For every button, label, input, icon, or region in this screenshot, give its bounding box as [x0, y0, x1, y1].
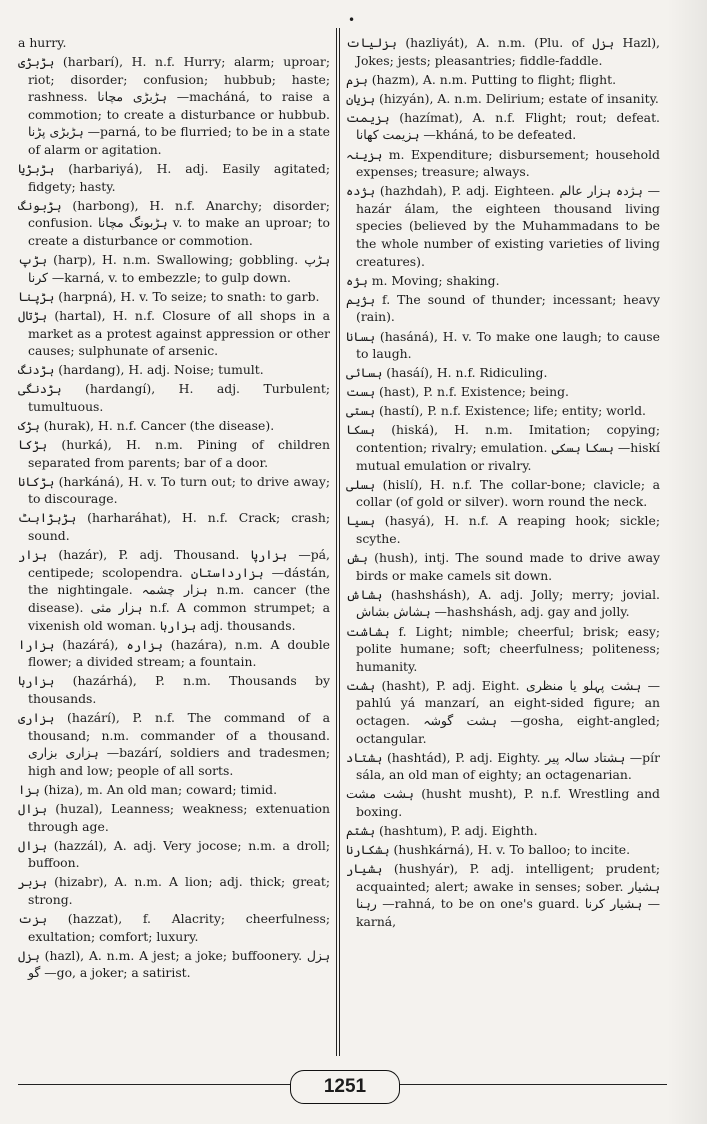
entry: ہش (hush), intj. The sound made to drive away birds or make camels sit down.: [346, 550, 660, 583]
entry: ہزت (hazzat), f. Alacrity; cheerfulness; exultation; comfort; luxury.: [18, 911, 330, 944]
entry: ہڑہڑاہٹ (harharáhat), H. n.f. Crack; crash; sound.: [18, 510, 330, 544]
entry: ہژدہ (hazhdah), P. adj. Eighteen. ہژدہ ہزار عالم —hazár álam, the eighteen thousand living species (believed by the Muhammadans to be the whole number of existing varieties of living creatures).: [346, 183, 660, 269]
entry: ہڑپنا (harpná), H. v. To seize; to snath: to garb.: [18, 288, 320, 304]
entry: ہزا (hiza), m. An old man; coward; timid.: [18, 781, 278, 797]
entry: ہزل (hazl), A. n.m. A jest; a joke; buffoonery. ہزل گو —go, a joker; a satirist.: [18, 947, 330, 981]
entry: ہڑکا (hurká), H. n.m. Pining of children separated from parents; bar of a door.: [18, 437, 330, 470]
entry: ہزیان (hizyán), A. n.m. Delirium; estate of insanity.: [346, 90, 659, 106]
entry: ہسکا (hiská), H. n.m. Imitation; copying; contention; rivalry; emulation. ہسکا ہسکی —hiskí mutual emulation or rivalry.: [346, 422, 660, 473]
entry: ہژیم f. The sound of thunder; incessant; heavy (rain).: [346, 291, 660, 325]
entry: ہزار (hazár), P. adj. Thousand. ہزارپا —pá, centipede; scolopendra. ہزارداستان —dástán, the nightingale. ہزار چشمہ n.m. cancer (the disease). ہزار مثی n.f. A common strumpet; a vixenish old woman. ہزارہا adj. thousands.: [18, 547, 330, 633]
page-number: 1251: [290, 1070, 400, 1104]
entry: ہزال (hazzál), A. adj. Very jocose; n.m. a droll; buffoon.: [18, 837, 330, 871]
entry: a hurry.: [18, 35, 67, 50]
entry: ہسیا (hasyá), H. n.f. A reaping hook; sickle; scythe.: [346, 513, 660, 547]
entry: ہسائی (hasáí), H. n.f. Ridiculing.: [346, 365, 548, 381]
entry: ہڑپ (harp), H. n.m. Swallowing; gobbling. ہڑپ کرنا —karná, v. to embezzle; to gulp down.: [18, 252, 330, 285]
entry: ہشیار (hushyár), P. adj. intelligent; prudent; acquainted; alert; awake in senses; sober. ہشیار رہنا —rahná, to be on one's guard. ہشیار کرنا —karná,: [346, 861, 660, 929]
right-column: [346, 34, 660, 1064]
entry: ہشت مشت (husht musht), P. n.f. Wrestling and boxing.: [346, 786, 660, 819]
left-column: [18, 34, 330, 1064]
entry: ہزیمت (hazímat), A. n.f. Flight; rout; defeat. ہزیمت کھانا —kháná, to be defeated.: [346, 109, 660, 143]
entry: ہزال (huzal), Leanness; weakness; extenuation through age.: [18, 800, 330, 834]
entry: ہشت (hasht), P. adj. Eight. ہشت پہلو یا منظری —pahlú yá manzarí, an eight-sided figure; an octagen. ہشت گوشہ —gosha, eight-angled; octangular.: [346, 677, 660, 746]
entry: ہژہ m. Moving; shaking.: [346, 272, 500, 288]
entry: ہزارا (hazárá), ہزارہ (hazára), n.m. A double flower; a divided stream; a fountain.: [18, 636, 330, 670]
entry: ہڑبونگ (harbong), H. n.f. Anarchy; disorder; confusion. ہڑبونگ مچانا v. to make an uproar; to create a disturbance or commotion.: [18, 197, 330, 249]
entry: ہڑتال (hartal), H. n.f. Closure of all shops in a market as a protest against appression or other causes; sulphunate of arsenic.: [18, 307, 330, 359]
entry: ہڑبڑی (harbarí), H. n.f. Hurry; alarm; uproar; riot; disorder; confusion; hubbub; haste; rashness. ہڑبڑی مچانا —macháná, to raise a commotion; to create a disturbance or hubbub. ہڑبڑی پڑنا —parná, to be flurried; to be in a state of alarm or agitation.: [18, 54, 330, 158]
entry: ہڑدنگی (hardangí), H. adj. Turbulent; tumultuous.: [18, 381, 330, 414]
entry: ہستی (hastí), P. n.f. Existence; life; entity; world.: [346, 403, 646, 419]
page-marker: •: [348, 13, 356, 27]
entry: ہسلی (hislí), H. n.f. The collar-bone; clavicle; a collar (of gold or silver). worn round the neck.: [346, 476, 660, 510]
entry: ہزلیات (hazliyát), A. n.m. (Plu. of ہزل Hazl), Jokes; jests; pleasantries; fiddle-faddle.: [346, 35, 660, 68]
entry: ہزم (hazm), A. n.m. Putting to flight; flight.: [346, 71, 617, 87]
entry: ہڑک (hurak), H. n.f. Cancer (the disease).: [18, 417, 275, 433]
column-divider: [336, 28, 337, 1056]
entry: ہزبر (hizabr), A. n.m. A lion; adj. thick; great; strong.: [18, 874, 330, 907]
entry: ہسانا (hasáná), H. v. To make one laugh; to cause to laugh.: [346, 328, 660, 362]
entry: ہشاشت f. Light; nimble; cheerful; brisk; easy; polite humane; soft; cheerfulness; politeness; humanity.: [346, 623, 660, 674]
entry: ہڑکانا (harkáná), H. v. To turn out; to drive away; to discourage.: [18, 473, 330, 507]
entry: ہڑدنگ (hardang), H. adj. Noise; tumult.: [18, 362, 264, 378]
column-divider: [339, 28, 340, 1056]
entry: ہڑبڑیا (harbariyá), H. adj. Easily agitated; fidgety; hasty.: [18, 161, 330, 194]
entry: ہشاش (hashshásh), A. adj. Jolly; merry; jovial. ہشاش بشاش —hashshásh, adj. gay and jolly.: [346, 586, 660, 620]
page-edge-shadow: [667, 0, 707, 1124]
entry: ہزینہ m. Expenditure; disbursement; household expenses; treasure; always.: [346, 146, 660, 180]
entry: ہزارہا (hazárhá), P. n.m. Thousands by thousands.: [18, 673, 330, 706]
entry: ہشکارنا (hushkárná), H. v. To balloo; to incite.: [346, 842, 631, 858]
entry: ہست (hast), P. n.f. Existence; being.: [346, 384, 569, 400]
entry: ہشتاد (hashtád), P. adj. Eighty. ہشتاد سالہ پیر —pír sála, an old man of eighty; an octagenarian.: [346, 749, 660, 783]
entry: ہشتم (hashtum), P. adj. Eighth.: [346, 823, 538, 839]
entry: ہزاری (hazárí), P. n.f. The command of a thousand; n.m. commander of a thousand. ہزاری بزاری —bazárí, soldiers and tradesmen; high and low; people of all sorts.: [18, 709, 330, 778]
